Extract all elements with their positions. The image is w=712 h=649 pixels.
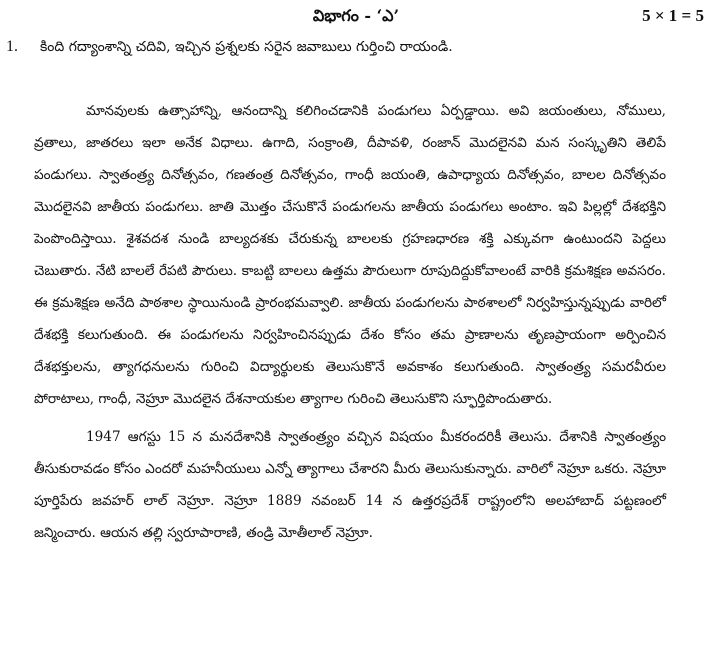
passage-paragraph-2: 1947 ఆగస్టు 15 న మనదేశానికి స్వాతంత్ర్యం వచ్చిన విషయం మీకరందరికీ తెలుసు. దేశానికి స్వాతంత్ర్యం తీసుకురావడం కోసం ఎందరో మహనీయులు ఎన్నో త్యాగాలు చేశారని మీరు తెలుసుకున్నారు. వారిలో నెహ్రూ ఒకరు. నెహ్రూ పూర్తిపేరు జవహర్ లాల్ నెహ్రూ. నెహ్రూ 1889 నవంబర్ 14 న ఉత్తరప్రదేశ్ రాష్ట్రంలోని అలహాబాద్ పట్టణంలో జన్మించారు. ఆయన తల్లి స్వరూపారాణి, తండ్రి మోతీలాల్ నెహ్రూ. [34, 429, 666, 541]
page-header [0, 4, 712, 30]
passage-paragraph-1: మానవులకు ఉత్సాహాన్ని, ఆనందాన్ని కలిగించడానికి పండుగలు ఏర్పడ్డాయి. అవి జయంతులు, నోములు, వ్రతాలు, జాతరలు ఇలా అనేక విధాలు. ఉగాది, సంక్రాంతి, దీపావళి, రంజాన్ మొదలైనవి మన సంస్కృతిని తెలిపే పండుగలు. స్వాతంత్ర్య దినోత్సవం, గణతంత్ర దినోత్సవం, గాంధీ జయంతి, ఉపాధ్యాయ దినోత్సవం, బాలల దినోత్సవం మొదలైనవి జాతీయ పండుగలు. జాతి మొత్తం చేసుకొనే పండుగలను జాతీయ పండుగలు అంటాం. ఇవి పిల్లల్లో దేశభక్తిని పెంపొందిస్తాయి. శైశవదశ నుండి బాల్యదశకు చేరుకున్న బాలలకు గ్రహణధారణ శక్తి ఎక్కువగా ఉంటుందని పెద్దలు చెబుతారు. నేటి బాలలే రేపటి పౌరులు. కాబట్టి బాలలు ఉత్తమ పౌరులుగా రూపుదిద్దుకోవాలంటే వారికి క్రమశిక్షణ అవసరం. ఈ క్రమశిక్షణ అనేది పాఠశాల స్థాయినుండి ప్రారంభమవ్వాలి. జాతీయ పండుగలను పాఠశాలలో నిర్వహిస్తున్నప్పుడు వారిలో దేశభక్తి కలుగుతుంది. ఈ పండుగలను నిర్వహించినప్పుడు దేశం కోసం తమ ప్రాణాలను తృణప్రాయంగా అర్పించిన దేశభక్తులను, త్యాగధనులను గురించి విద్యార్థులకు తెలుసుకొనే అవకాశం కలుగుతుంది. స్వాతంత్ర్య సమరవీరుల పోరాటాలు, గాంధీ, నెహ్రూ మొదలైన దేశనాయకుల త్యాగాల గురించి తెలుసుకొని స్ఫూర్తిపొందుతారు. [34, 103, 666, 407]
section-title: విభాగం - ‘ఎ’ [312, 6, 400, 25]
reading-passage [34, 95, 666, 549]
question-number: 1. [6, 38, 18, 55]
question-instruction: కింది గద్యాంశాన్ని చదివి, ఇచ్చిన ప్రశ్నలకు సరైన జవాబులు గుర్తించి రాయండి. [40, 39, 453, 55]
marks-label: 5 × 1 = 5 [642, 6, 704, 25]
